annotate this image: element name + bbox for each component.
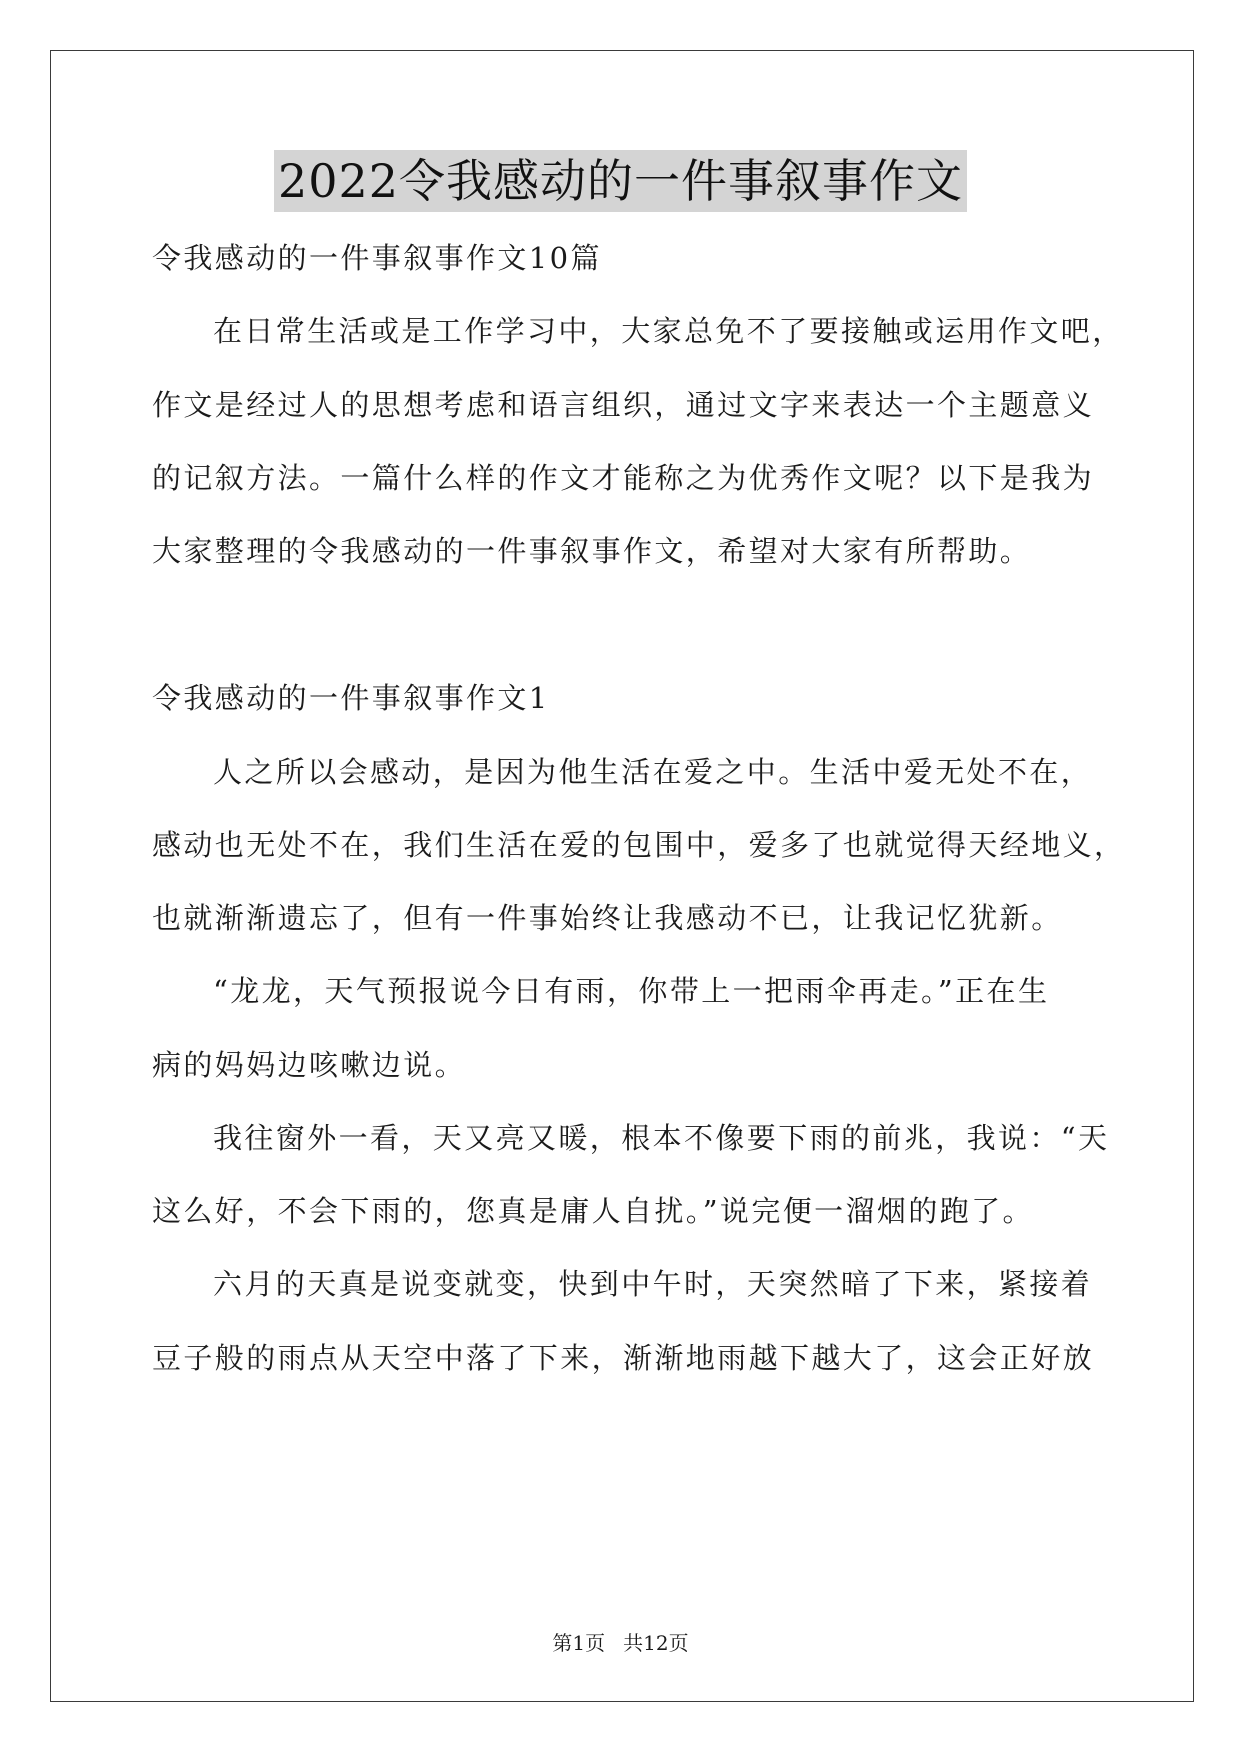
- intro-line: 大家整理的令我感动的一件事叙事作文，希望对大家有所帮助。: [152, 534, 1032, 568]
- body-line: “龙龙，天气预报说今日有雨，你带上一把雨伞再走。”正在生: [213, 974, 1050, 1008]
- document-title: 2022令我感动的一件事叙事作文: [274, 150, 967, 212]
- document-subtitle: 令我感动的一件事叙事作文10篇: [152, 241, 602, 275]
- intro-line: 在日常生活或是工作学习中，大家总免不了要接触或运用作文吧，: [213, 314, 1124, 348]
- body-line: 病的妈妈边咳嗽边说。: [152, 1048, 467, 1082]
- page-total: 共12页: [623, 1631, 689, 1655]
- body-line: 也就渐渐遗忘了，但有一件事始终让我感动不已，让我记忆犹新。: [152, 901, 1063, 935]
- body-line: 感动也无处不在，我们生活在爱的包围中，爱多了也就觉得天经地义，: [152, 828, 1126, 862]
- page-border: [50, 50, 1194, 1702]
- title-container: [0, 150, 1241, 212]
- intro-line: 的记叙方法。一篇什么样的作文才能称之为优秀作文呢？以下是我为: [152, 461, 1095, 495]
- body-line: 豆子般的雨点从天空中落了下来，渐渐地雨越下越大了，这会正好放: [152, 1341, 1095, 1375]
- body-line: 这么好，不会下雨的，您真是庸人自扰。”说完便一溜烟的跑了。: [152, 1194, 1034, 1228]
- body-line: 六月的天真是说变就变，快到中午时，天突然暗了下来，紧接着: [213, 1267, 1093, 1301]
- body-line: 我往窗外一看，天又亮又暖，根本不像要下雨的前兆，我说：“天: [213, 1121, 1110, 1155]
- body-line: 人之所以会感动，是因为他生活在爱之中。生活中爱无处不在，: [213, 755, 1093, 789]
- section-heading: 令我感动的一件事叙事作文1: [152, 681, 550, 715]
- intro-line: 作文是经过人的思想考虑和语言组织，通过文字来表达一个主题意义: [152, 388, 1095, 422]
- page-footer: [0, 1630, 1241, 1656]
- page-number: 第1页: [552, 1631, 606, 1655]
